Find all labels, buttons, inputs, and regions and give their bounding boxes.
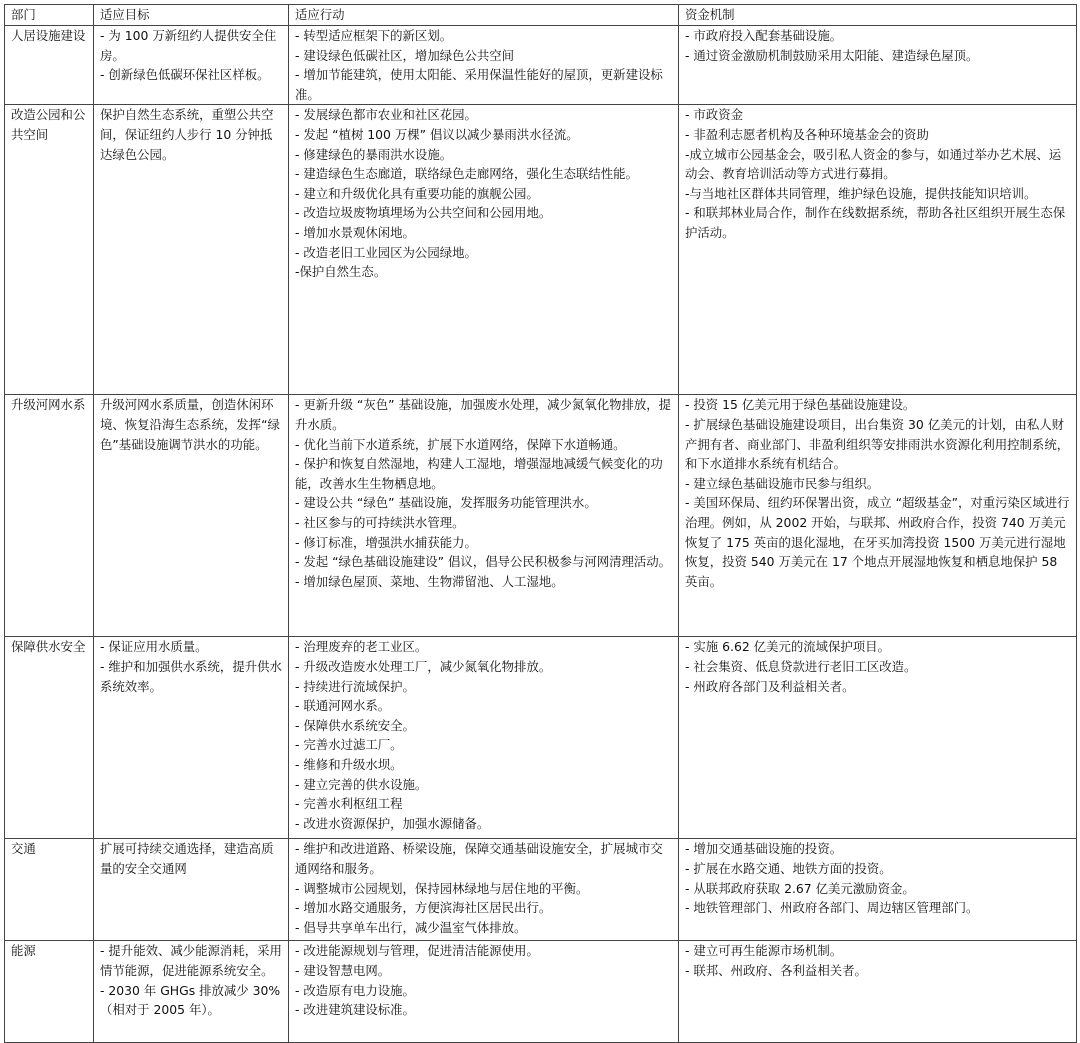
actions-item: - 联通河网水系。	[295, 698, 391, 714]
actions-item: - 优化当前下水道系统，扩展下水道网络，保障下水道畅通。	[295, 436, 626, 452]
table-row	[5, 395, 1077, 637]
goals-item: 保护自然生态系统，重塑公共空间，保证纽约人步行 10 分钟抵达绿色公园。	[100, 107, 274, 162]
funding-item: - 投资 15 亿美元用于绿色基础设施建设。	[685, 397, 916, 413]
goals-item: - 为 100 万新纽约人提供安全住房。	[100, 28, 277, 63]
actions-item: - 发起 “绿色基础设施建设” 倡议，倡导公民积极参与河网清理活动。	[295, 554, 672, 570]
funding-item: - 非盈利志愿者机构及各种环境基金会的资助	[685, 126, 929, 142]
actions-item: - 建设公共 “绿色” 基础设施，发挥服务功能管理洪水。	[295, 495, 597, 511]
header-dept: 部门	[5, 5, 94, 26]
funding-cell	[679, 395, 1077, 637]
funding-item: - 建立可再生能源市场机制。	[685, 943, 843, 959]
actions-cell	[289, 839, 679, 941]
header-goals: 适应目标	[94, 5, 289, 26]
actions-item: - 倡导共享单车出行，减少温室气体排放。	[295, 919, 527, 935]
funding-item: - 扩展在水路交通、地铁方面的投资。	[685, 860, 892, 876]
goals-cell	[94, 941, 289, 1043]
actions-item: - 更新升级 “灰色” 基础设施，加强废水处理，减少氮氧化物排放，提升水质。	[295, 397, 672, 432]
funding-cell	[679, 637, 1077, 839]
goals-cell	[94, 395, 289, 637]
header-funding: 资金机制	[679, 5, 1077, 26]
actions-item: - 发展绿色都市农业和社区花园。	[295, 107, 477, 123]
dept-cell: 能源	[5, 941, 94, 1043]
actions-item: - 治理废弃的老工业区。	[295, 639, 428, 655]
dept-cell: 改造公园和公共空间	[5, 105, 94, 395]
header-row	[5, 5, 1077, 26]
actions-item: - 维修和升级水坝。	[295, 756, 403, 772]
goals-cell	[94, 26, 289, 105]
funding-item: - 地铁管理部门、州政府各部门、周边辖区管理部门。	[685, 900, 979, 916]
actions-item: - 保障供水系统安全。	[295, 717, 415, 733]
table-row	[5, 26, 1077, 105]
actions-cell	[289, 26, 679, 105]
adaptation-table	[4, 4, 1077, 1043]
funding-item: - 联邦、州政府、各利益相关者。	[685, 962, 867, 978]
actions-item: - 修建绿色的暴雨洪水设施。	[295, 146, 453, 162]
funding-item: - 扩展绿色基础设施建设项目，出台集资 30 亿美元的计划，由私人财产拥有者、商业部门、非盈利组织等安排雨洪水资源化利用控制系统，和下水道排水系统有机结合。	[685, 416, 1070, 472]
funding-item: - 通过资金激励机制鼓励采用太阳能、建造绿色屋顶。	[685, 47, 979, 63]
funding-item: - 增加交通基础设施的投资。	[685, 841, 843, 857]
actions-item: - 改造老旧工业园区为公园绿地。	[295, 244, 477, 260]
funding-item: - 市政府投入配套基础设施。	[685, 28, 843, 43]
goals-item: - 2030 年 GHGs 排放减少 30%（相对于 2005 年）。	[100, 982, 281, 1018]
funding-item: - 美国环保局、纽约环保署出资，成立 “超级基金”，对重污染区域进行治理。例如，从 2002 开始，与联邦、州政府合作，投资 740 万美元恢复了 175 英亩的退化湿地，在牙买加湾投资 1500 万美元进行湿地恢复，投资 540 万美元在 17 个地点开展湿地恢复和栖息地保护 58 英亩。	[685, 495, 1070, 589]
actions-item: - 调整城市公园规划，保持园林绿地与居住地的平衡。	[295, 880, 589, 896]
dept-cell: 升级河网水系	[5, 395, 94, 637]
funding-item: - 市政资金	[685, 107, 743, 123]
actions-item: - 建造绿色生态廊道，联络绿色走廊网络，强化生态联结性能。	[295, 166, 638, 182]
actions-item: - 持续进行流域保护。	[295, 678, 415, 694]
funding-item: - 实施 6.62 亿美元的流域保护项目。	[685, 639, 890, 655]
actions-item: - 增加节能建筑，使用太阳能、采用保温性能好的屋顶，更新建设标准。	[295, 67, 663, 102]
actions-item: - 升级改造废水处理工厂，减少氮氧化物排放。	[295, 658, 552, 674]
funding-item: - 建立绿色基础设施市民参与组织。	[685, 475, 880, 491]
funding-item: -成立城市公园基金会，吸引私人资金的参与，如通过举办艺术展、运动会、教育培训活动等方式进行募捐。	[685, 146, 1062, 182]
goals-cell	[94, 839, 289, 941]
goals-item: 升级河网水系质量，创造休闲环境、恢复沿海生态系统，发挥“绿色”基础设施调节洪水的功能。	[100, 397, 280, 452]
actions-cell	[289, 941, 679, 1043]
funding-cell	[679, 941, 1077, 1043]
actions-item: - 改进建筑建设标准。	[295, 1002, 415, 1018]
funding-cell	[679, 26, 1077, 105]
actions-item: - 建设绿色低碳社区，增加绿色公共空间	[295, 47, 515, 63]
actions-item: - 增加水路交通服务，方便滨海社区居民出行。	[295, 900, 552, 916]
actions-item: - 维护和改进道路、桥梁设施，保障交通基础设施安全，扩展城市交通网络和服务。	[295, 841, 663, 876]
goals-cell	[94, 637, 289, 839]
goals-item: - 创新绿色低碳环保社区样板。	[100, 67, 270, 83]
actions-item: - 改进水资源保护，加强水源储备。	[295, 815, 490, 831]
actions-item: - 建立和升级优化具有重要功能的旗舰公园。	[295, 185, 539, 201]
table-row	[5, 637, 1077, 839]
actions-item: - 改进能源规划与管理，促进清洁能源使用。	[295, 943, 539, 959]
dept-cell: 保障供水安全	[5, 637, 94, 839]
table-row	[5, 105, 1077, 395]
funding-cell	[679, 105, 1077, 395]
dept-cell: 人居设施建设	[5, 26, 94, 105]
goals-item: - 提升能效、减少能源消耗，采用情节能源，促进能源系统安全。	[100, 943, 282, 978]
table-row	[5, 839, 1077, 941]
actions-cell	[289, 395, 679, 637]
actions-item: - 修订标准，增强洪水捕获能力。	[295, 534, 477, 550]
actions-cell	[289, 637, 679, 839]
table-row	[5, 941, 1077, 1043]
actions-item: - 发起 “植树 100 万棵” 倡议以减少暴雨洪水径流。	[295, 126, 579, 142]
actions-item: - 增加绿色屋顶、菜地、生物滞留池、人工湿地。	[295, 573, 564, 589]
actions-item: - 增加水景观休闲地。	[295, 224, 415, 240]
dept-cell: 交通	[5, 839, 94, 941]
funding-item: - 和联邦林业局合作，制作在线数据系统，帮助各社区组织开展生态保护活动。	[685, 205, 1066, 240]
actions-item: - 社区参与的可持续洪水管理。	[295, 514, 465, 530]
actions-item: - 建立完善的供水设施。	[295, 776, 428, 792]
actions-item: - 完善水过滤工厂。	[295, 737, 403, 753]
actions-item: - 完善水利枢纽工程	[295, 796, 403, 812]
actions-item: -保护自然生态。	[295, 264, 387, 280]
actions-item: - 改造垃圾废物填埋场为公共空间和公园用地。	[295, 205, 552, 221]
funding-cell	[679, 839, 1077, 941]
goals-cell	[94, 105, 289, 395]
funding-item: - 社会集资、低息贷款进行老旧工区改造。	[685, 658, 917, 674]
actions-item: - 保护和恢复自然湿地，构建人工湿地，增强湿地减缓气候变化的功能，改善水生生物栖息地。	[295, 456, 663, 491]
actions-item: - 建设智慧电网。	[295, 962, 391, 978]
actions-item: - 转型适应框架下的新区划。	[295, 28, 453, 43]
funding-item: - 从联邦政府获取 2.67 亿美元激励资金。	[685, 880, 915, 896]
funding-item: - 州政府各部门及利益相关者。	[685, 678, 855, 694]
goals-item: - 保证应用水质量。	[100, 639, 208, 655]
goals-item: 扩展可持续交通选择，建造高质量的安全交通网	[100, 841, 274, 876]
funding-item: -与当地社区群体共同管理，维护绿色设施，提供技能知识培训。	[685, 185, 1037, 201]
header-actions: 适应行动	[289, 5, 679, 26]
goals-item: - 维护和加强供水系统，提升供水系统效率。	[100, 658, 282, 694]
actions-cell	[289, 105, 679, 395]
actions-item: - 改造原有电力设施。	[295, 982, 415, 998]
